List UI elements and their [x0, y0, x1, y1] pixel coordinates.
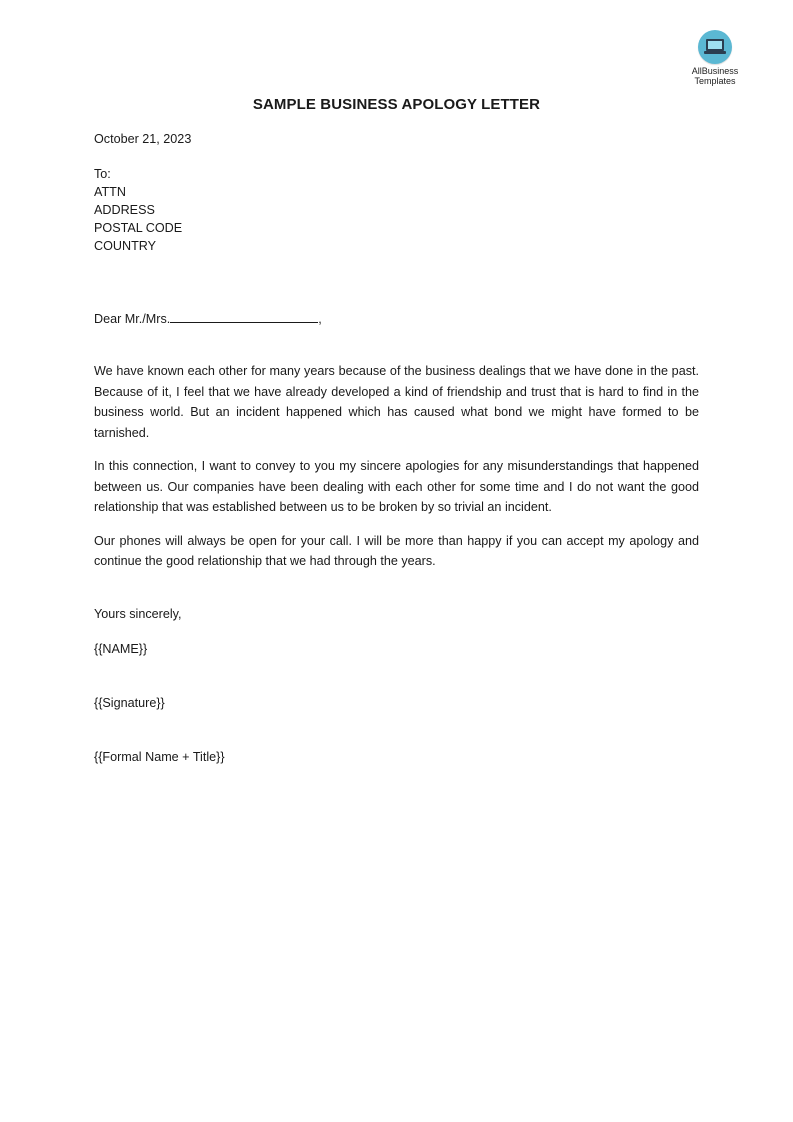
- body-paragraph-2: In this connection, I want to convey to you my sincere apologies for any misunderstandings that happened between us. Our companies have been dealing with each other for some time and I do not want the good relationship that was established between us to be broken by so trivial an incident.: [94, 459, 699, 514]
- body-paragraph-1: We have known each other for many years because of the business dealings that we have done in the past. Because of it, I feel that we have already developed a kind of friendship and trust that is hard to find in the business world. But an incident happened which has caused what bond we might have formed to be tarnished.: [94, 364, 699, 440]
- salutation-prefix: Dear Mr./Mrs.: [94, 312, 171, 326]
- salutation-suffix: ,: [318, 312, 322, 326]
- recipient-address: ADDRESS: [94, 203, 155, 217]
- letter-body: [94, 361, 699, 585]
- laptop-icon: [698, 30, 732, 64]
- recipient-attn: ATTN: [94, 185, 126, 199]
- signature-name: {{NAME}}: [94, 642, 148, 656]
- logo-line2: Templates: [694, 76, 736, 86]
- allbusiness-logo: [683, 30, 747, 86]
- recipient-block: [94, 165, 699, 255]
- closing: Yours sincerely,: [94, 607, 182, 621]
- body-paragraph-3: Our phones will always be open for your call. I will be more than happy if you can accept my apology and continue the good relationship that we had through the years.: [94, 533, 699, 568]
- signature-formal: {{Formal Name + Title}}: [94, 750, 225, 764]
- recipient-to: To:: [94, 167, 111, 181]
- letter-title: SAMPLE BUSINESS APOLOGY LETTER: [252, 96, 541, 113]
- recipient-country: COUNTRY: [94, 239, 157, 253]
- salutation: [94, 310, 699, 328]
- logo-text: [683, 66, 747, 86]
- recipient-postal-code: POSTAL CODE: [94, 221, 183, 235]
- letter-date: October 21, 2023: [94, 132, 192, 146]
- recipient-name-blank: [170, 310, 318, 323]
- signature-sign: {{Signature}}: [94, 696, 165, 710]
- logo-line1: AllBusiness: [691, 66, 739, 76]
